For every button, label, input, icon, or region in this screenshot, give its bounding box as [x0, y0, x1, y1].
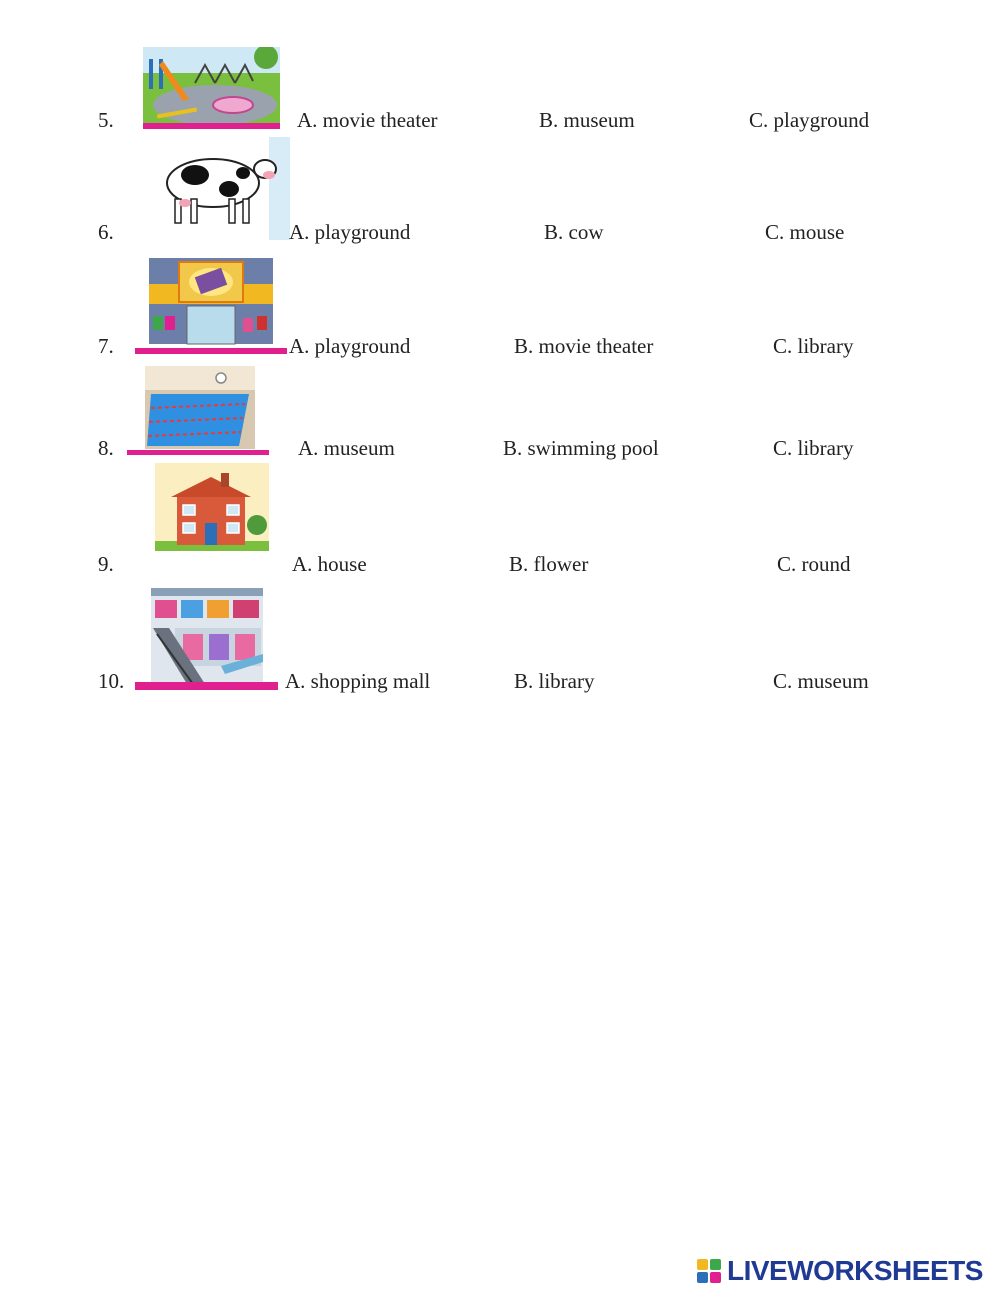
- option-a[interactable]: A. movie theater: [297, 108, 438, 132]
- question-number: 5.: [98, 108, 114, 132]
- movie-theater-picture: [135, 256, 287, 354]
- option-c[interactable]: C. library: [773, 436, 854, 460]
- option-b[interactable]: B. swimming pool: [503, 436, 659, 460]
- question-number: 9.: [98, 552, 114, 576]
- option-c[interactable]: C. mouse: [765, 220, 845, 244]
- option-c[interactable]: C. library: [773, 334, 854, 358]
- swimming-pool-picture: [127, 366, 269, 455]
- question-number: 8.: [98, 436, 114, 460]
- option-a[interactable]: A. house: [292, 552, 367, 576]
- option-c[interactable]: C. museum: [773, 669, 869, 693]
- question-number: 7.: [98, 334, 114, 358]
- option-c[interactable]: C. round: [777, 552, 851, 576]
- house-picture: [127, 463, 276, 554]
- option-b[interactable]: B. flower: [509, 552, 589, 576]
- option-b[interactable]: B. museum: [539, 108, 635, 132]
- option-c[interactable]: C. playground: [749, 108, 870, 132]
- brand-name: LIVEWORKSHEETS: [727, 1255, 983, 1286]
- option-a[interactable]: A. museum: [298, 436, 395, 460]
- option-b[interactable]: B. cow: [544, 220, 604, 244]
- shopping-mall-picture: [135, 588, 278, 690]
- option-a[interactable]: A. playground: [289, 220, 411, 244]
- playground-picture: [143, 47, 280, 129]
- liveworksheets-logo-icon: [697, 1259, 721, 1283]
- cow-picture: [151, 137, 290, 240]
- liveworksheets-logo[interactable]: [697, 1256, 983, 1286]
- question-number: 10.: [98, 669, 125, 693]
- option-a[interactable]: A. shopping mall: [285, 669, 431, 693]
- option-b[interactable]: B. movie theater: [514, 334, 654, 358]
- option-a[interactable]: A. playground: [289, 334, 411, 358]
- question-number: 6.: [98, 220, 114, 244]
- option-b[interactable]: B. library: [514, 669, 595, 693]
